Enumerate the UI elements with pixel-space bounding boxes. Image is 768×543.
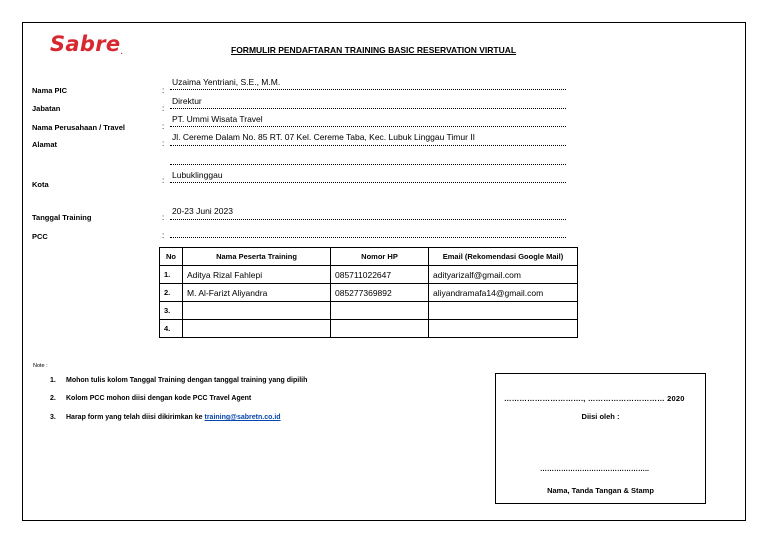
note-number: 2. <box>50 395 56 402</box>
value-nama-pic[interactable]: Uzaima Yentriani, S.E., M.M. <box>172 77 281 87</box>
cell-hp[interactable] <box>331 302 429 320</box>
colon: : <box>162 176 165 185</box>
value-alamat[interactable]: Jl. Cereme Dalam No. 85 RT. 07 Kel. Cereme Taba, Kec. Lubuk Linggau Timur II <box>172 132 475 142</box>
note-text: Harap form yang telah diisi dikirimkan ke <box>66 414 205 421</box>
dotted-line <box>170 182 566 183</box>
table-row <box>160 284 578 302</box>
signature-date-line: …………………………., ………………………… 2020 <box>504 394 685 403</box>
dotted-line <box>170 108 566 109</box>
cell-no: 2. <box>160 284 183 302</box>
cell-nama[interactable] <box>183 302 331 320</box>
signature-box <box>495 373 706 504</box>
cell-email[interactable]: aliyandramafa14@gmail.com <box>429 284 578 302</box>
value-perusahaan[interactable]: PT. Ummi Wisata Travel <box>172 114 263 124</box>
colon: : <box>162 139 165 148</box>
label-tanggal-training: Tanggal Training <box>32 213 92 222</box>
email-link[interactable]: training@sabretn.co.id <box>204 414 281 421</box>
cell-no: 1. <box>160 266 183 284</box>
table-row <box>160 266 578 284</box>
cell-nama[interactable]: Aditya Rizal Fahlepi <box>183 266 331 284</box>
filled-by-label: Diisi oleh : <box>581 412 620 421</box>
label-alamat: Alamat <box>32 140 58 149</box>
cell-hp[interactable]: 085711022647 <box>331 266 429 284</box>
table-header-row <box>160 248 578 266</box>
dotted-line <box>170 237 566 238</box>
label-jabatan: Jabatan <box>32 104 61 113</box>
header-hp: Nomor HP <box>331 248 429 266</box>
label-perusahaan: Nama Perusahaan / Travel <box>32 123 125 132</box>
value-tanggal-training[interactable]: 20-23 Juni 2023 <box>172 206 233 216</box>
label-kota: Kota <box>32 180 49 189</box>
dotted-line <box>170 219 566 220</box>
cell-hp[interactable]: 085277369892 <box>331 284 429 302</box>
participants-table <box>159 247 578 338</box>
cell-nama[interactable]: M. Al-Farizt Aliyandra <box>183 284 331 302</box>
note-number: 3. <box>50 414 56 421</box>
signature-label: Nama, Tanda Tangan & Stamp <box>547 486 654 495</box>
cell-email[interactable]: adityarizalf@gmail.com <box>429 266 578 284</box>
colon: : <box>162 86 165 95</box>
colon: : <box>162 213 165 222</box>
dotted-line <box>170 126 566 127</box>
header-no: No <box>160 248 183 266</box>
cell-no: 3. <box>160 302 183 320</box>
dotted-line <box>170 89 566 90</box>
sabre-logo: Sabre. <box>50 32 124 56</box>
note-text: Kolom PCC mohon diisi dengan kode PCC Travel Agent <box>66 395 252 402</box>
header-nama: Nama Peserta Training <box>183 248 331 266</box>
cell-hp[interactable] <box>331 320 429 338</box>
dotted-line <box>170 145 566 146</box>
note-item <box>50 377 307 384</box>
cell-no: 4. <box>160 320 183 338</box>
colon: : <box>162 231 165 240</box>
note-text: Mohon tulis kolom Tanggal Training dengan tanggal training yang dipilih <box>66 377 308 384</box>
note-number: 1. <box>50 377 56 384</box>
label-nama-pic: Nama PIC <box>32 86 68 95</box>
form-title: FORMULIR PENDAFTARAN TRAINING BASIC RESERVATION VIRTUAL <box>231 45 517 55</box>
table-row <box>160 320 578 338</box>
note-label: Note : <box>33 363 48 369</box>
note-item <box>50 395 251 402</box>
header-email: Email (Rekomendasi Google Mail) <box>429 248 578 266</box>
colon: : <box>162 122 165 131</box>
cell-nama[interactable] <box>183 320 331 338</box>
dotted-line <box>170 164 566 165</box>
note-item <box>50 414 281 421</box>
cell-email[interactable] <box>429 320 578 338</box>
signature-line: ……………………………………….. <box>540 466 649 473</box>
table-row <box>160 302 578 320</box>
value-kota[interactable]: Lubuklinggau <box>172 170 223 180</box>
cell-email[interactable] <box>429 302 578 320</box>
value-jabatan[interactable]: Direktur <box>172 96 202 106</box>
label-pcc: PCC <box>32 232 48 241</box>
colon: : <box>162 104 165 113</box>
